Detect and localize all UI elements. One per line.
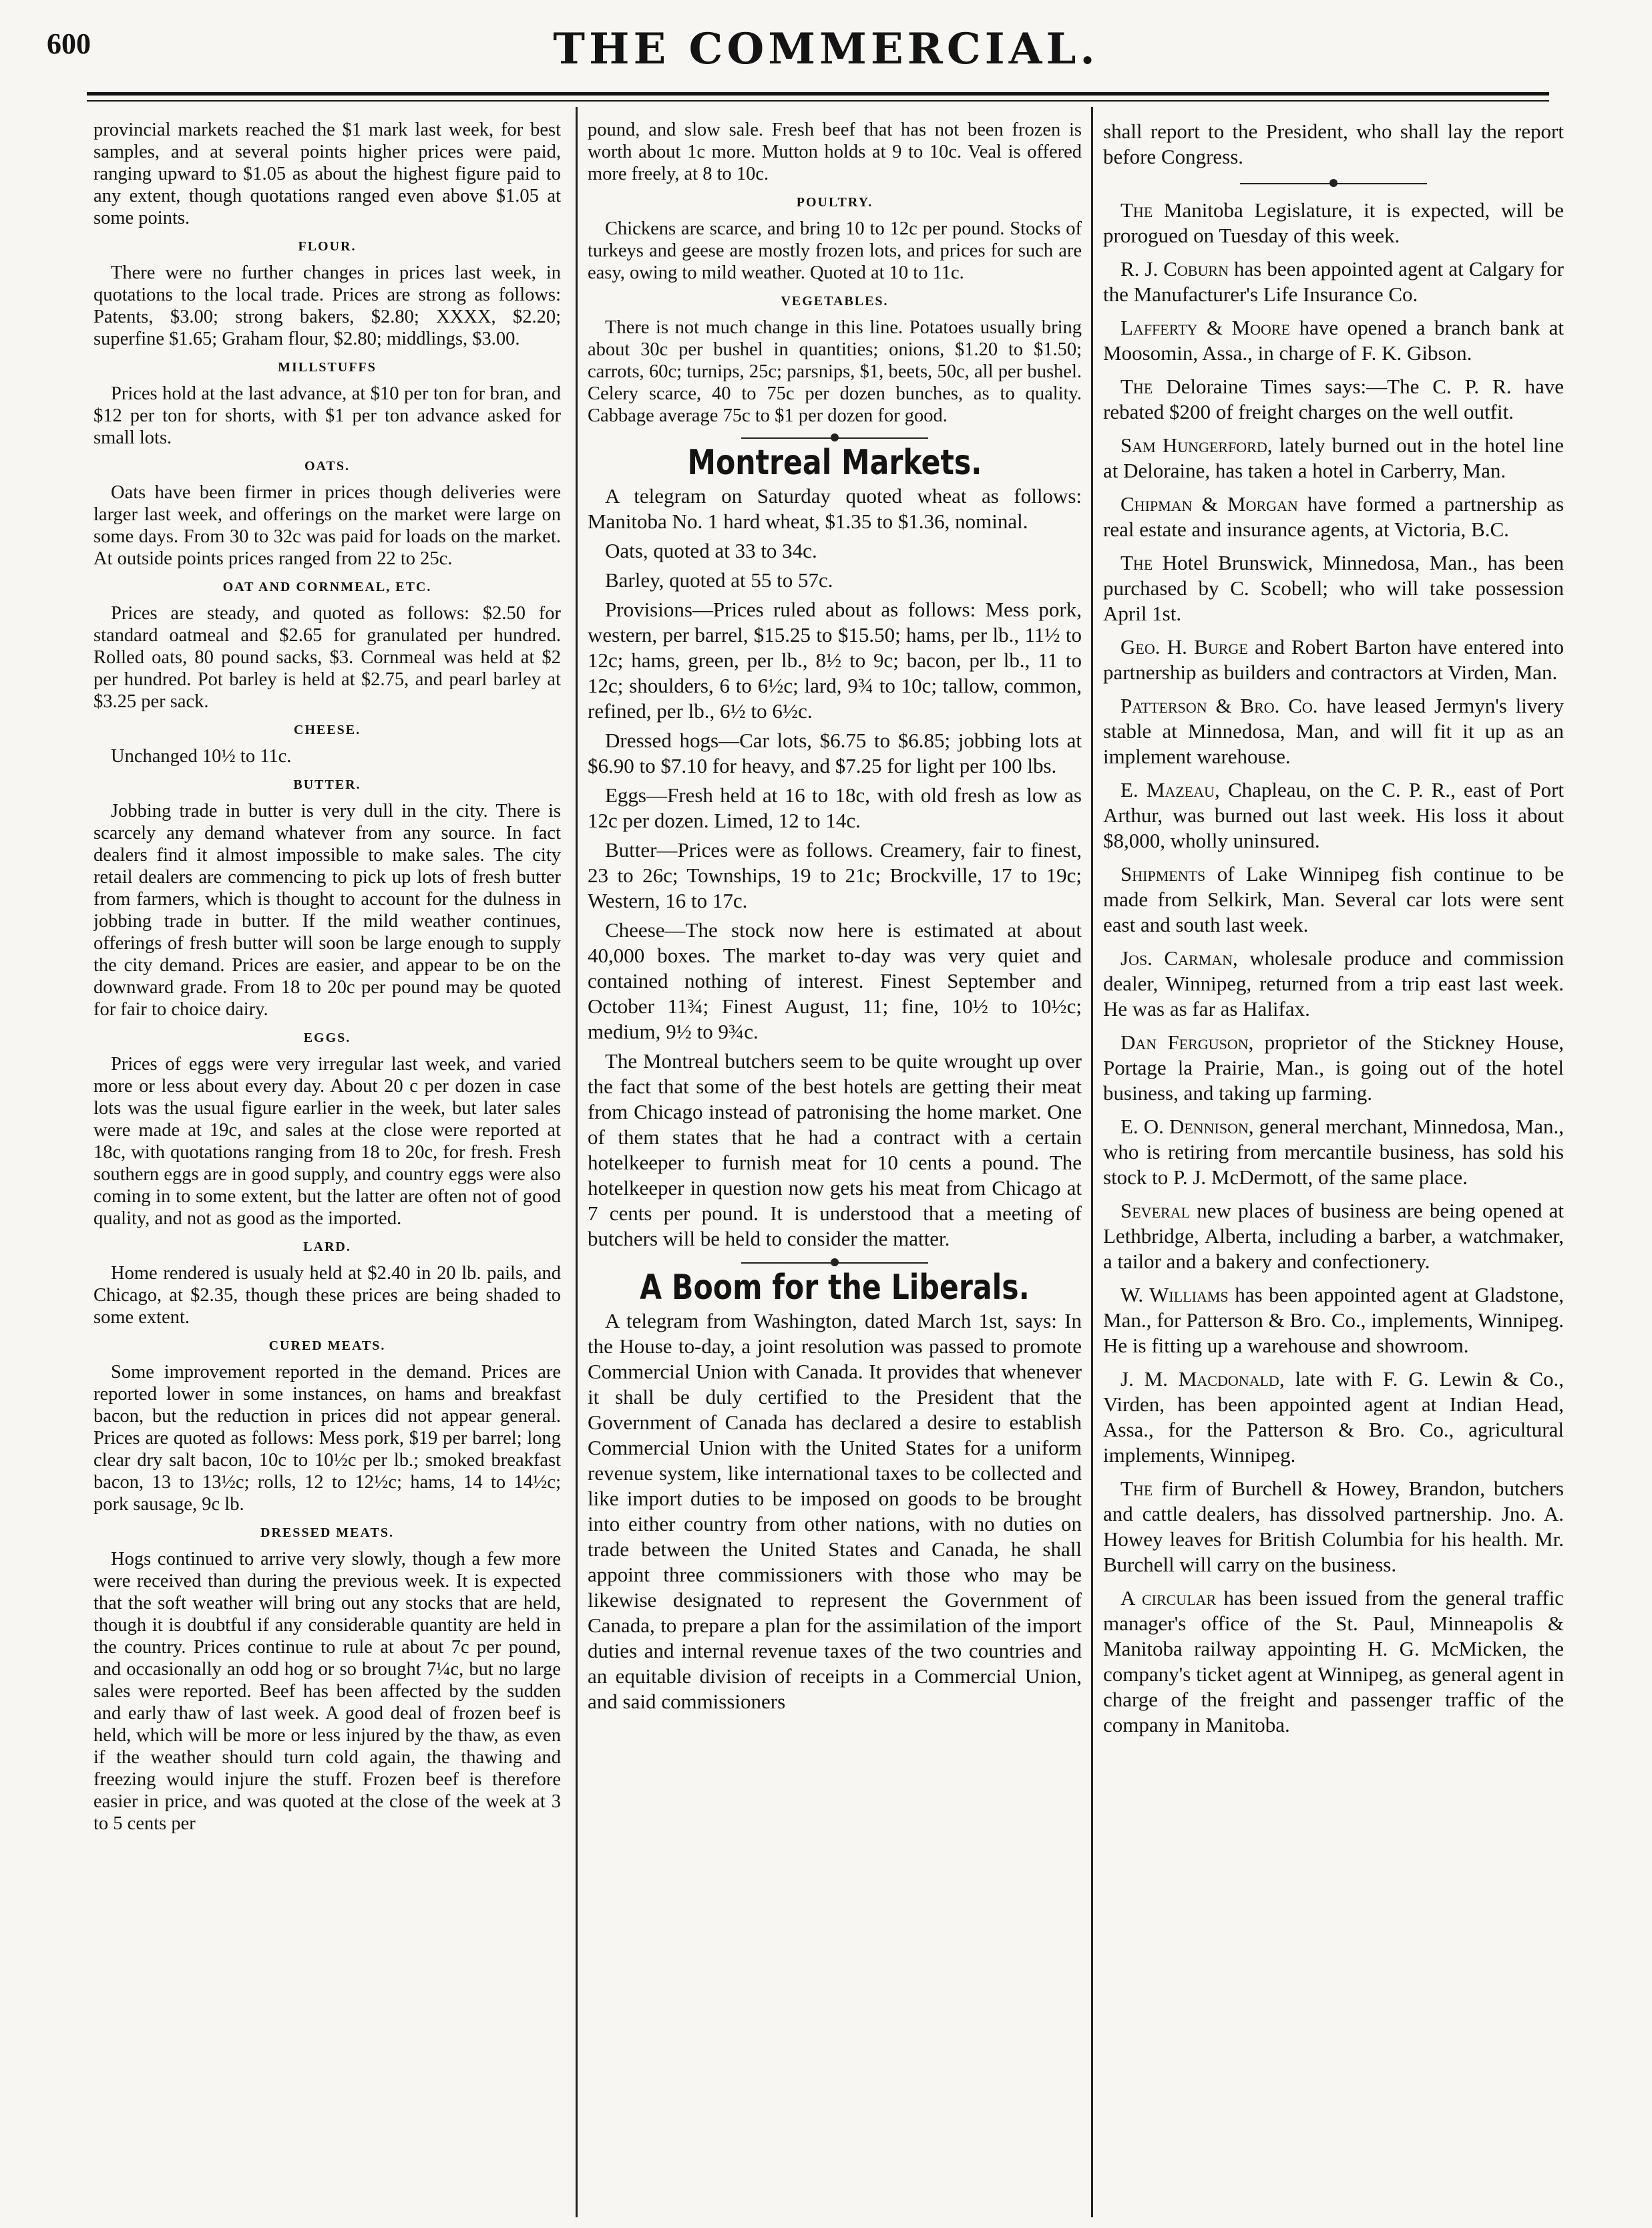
eggs-heading: EGGS. bbox=[303, 1031, 351, 1045]
news-item bbox=[1103, 693, 1564, 769]
news-item-lead: The bbox=[1120, 198, 1153, 222]
news-item-text: wholesale produce and commission dealer, Winnipeg, returned from a trip east last week. He was as far as Halifax. bbox=[1103, 946, 1564, 1020]
news-item-lead: E. O. Dennison, bbox=[1120, 1115, 1254, 1138]
news-item bbox=[1103, 1114, 1564, 1190]
news-item-lead: Several bbox=[1120, 1199, 1191, 1222]
montreal-paragraph: Butter—Prices were as follows. Creamery, fair to finest, 23 to 26c; Townships, 19 to 21c; Brockville, 17 to 19c; Western, 16 to 17c. bbox=[588, 838, 1082, 912]
flour-heading: FLOUR. bbox=[298, 239, 357, 254]
news-item-text: general merchant, Minnedosa, Man., who is retiring from mercantile business, has sold his stock to P. J. McDermott, of the same place. bbox=[1103, 1115, 1564, 1189]
montreal-paragraph: A telegram on Saturday quoted wheat as follows: Manitoba No. 1 hard wheat, $1.35 to $1.36, nominal. bbox=[588, 484, 1082, 533]
news-item-lead: Shipments bbox=[1120, 862, 1206, 886]
section-divider bbox=[1103, 178, 1564, 191]
news-item bbox=[1103, 198, 1564, 248]
news-item-lead: Patterson & Bro. Co. bbox=[1120, 694, 1318, 717]
news-item-lead: E. Mazeau, bbox=[1120, 778, 1220, 801]
news-item bbox=[1103, 777, 1564, 854]
column-2 bbox=[588, 119, 1082, 2209]
column-1 bbox=[93, 119, 561, 2209]
cheese-heading: CHEESE. bbox=[293, 723, 361, 737]
oatmeal-heading: OAT AND CORNMEAL, ETC. bbox=[222, 580, 432, 594]
news-item-text: Manitoba Legislature, it is expected, will be prorogued on Tuesday of this week. bbox=[1103, 198, 1564, 247]
oats-text: Oats have been firmer in prices though deliveries were larger last week, and offerings on the market were large on some days. From 30 to 32c was paid for loads on the market. At outside points prices ranged from 22 to 25c. bbox=[93, 482, 561, 569]
news-item-lead: The bbox=[1120, 1477, 1153, 1500]
news-item bbox=[1103, 634, 1564, 685]
butter-heading: BUTTER. bbox=[293, 777, 361, 792]
montreal-paragraph: Provisions—Prices ruled about as follows: Mess pork, western, per barrel, $15.25 to $15.50; hams, per lb., 11½ to 12c; hams, green, per lb., 8½ to 9c; bacon, per lb., 11 to 12c; shoulders, 6 to 6½c; lard, 9¾ to 10c; tallow, common, refined, per lb., 6½ to 6½c. bbox=[588, 598, 1082, 723]
news-item-lead: Dan Ferguson, bbox=[1120, 1031, 1254, 1054]
news-item-lead: A circular bbox=[1120, 1586, 1217, 1610]
news-item bbox=[1103, 492, 1564, 542]
montreal-paragraph: The Montreal butchers seem to be quite wrought up over the fact that some of the best hotels are getting their meat from Chicago instead of patronising the home market. One of them states that he had a contract with a certain hotelkeeper to furnish meat for 10 cents a pound. The hotelkeeper in question now gets his meat from Chicago at 7 cents per pound. It is understood that a meeting of butchers will be held to consider the matter. bbox=[588, 1049, 1082, 1250]
news-item bbox=[1103, 1586, 1564, 1738]
news-items-list bbox=[1103, 198, 1564, 1738]
news-item-lead: The bbox=[1120, 375, 1153, 398]
millstuffs-text: Prices hold at the last advance, at $10 per ton for bran, and $12 per ton for shorts, with $1 per ton advance asked for small lots. bbox=[93, 383, 561, 448]
news-item-lead: Chipman & Morgan bbox=[1120, 492, 1298, 516]
masthead: THE COMMERCIAL. bbox=[553, 24, 1099, 74]
news-item bbox=[1103, 315, 1564, 366]
news-item-text: Hotel Brunswick, Minnedosa, Man., has been purchased by C. Scobell; who will take possession April 1st. bbox=[1103, 551, 1564, 625]
news-item-text: Chapleau, on the C. P. R., east of Port Arthur, was burned out last week. His loss it about $8,000, wholly uninsured. bbox=[1103, 778, 1564, 852]
news-item-text: proprietor of the Stickney House, Portage la Prairie, Man., is going out of the hotel business, and taking up farming. bbox=[1103, 1031, 1564, 1105]
news-item-text: late with F. G. Lewin & Co., Virden, has been appointed agent at Indian Head, Assa., for the Patterson & Bro. Co., agricultural implements, Winnipeg. bbox=[1103, 1367, 1564, 1467]
news-item-lead: Jos. Carman, bbox=[1120, 946, 1238, 970]
dressed-meats-heading: DRESSED MEATS. bbox=[260, 1525, 394, 1540]
flour-text: There were no further changes in prices last week, in quotations to the local trade. Prices are strong as follows: Patents, $3.00; strong bakers, $2.80; XXXX, $2.20; superfine $1.65; Graham flour, $2.80; middlings, $3.00. bbox=[93, 262, 561, 349]
news-item-text: Deloraine Times says:—The C. P. R. have rebated $200 of freight charges on the well outfit. bbox=[1103, 375, 1564, 423]
lard-heading: LARD. bbox=[303, 1240, 351, 1254]
news-item-lead: R. J. Coburn bbox=[1120, 257, 1229, 281]
news-item bbox=[1103, 374, 1564, 425]
news-item-lead: Lafferty & Moore bbox=[1120, 316, 1291, 339]
dressed-meats-continued: pound, and slow sale. Fresh beef that has not been frozen is worth about 1c more. Mutton holds at 9 to 10c. Veal is offered more freely, at 8 to 10c. bbox=[588, 120, 1082, 184]
news-item-text: new places of business are being opened at Lethbridge, Alberta, including a barber, a watchmaker, a tailor and a bakery and confectionery. bbox=[1103, 1199, 1564, 1273]
news-item-lead: Geo. H. Burge bbox=[1120, 635, 1248, 659]
poultry-heading: POULTRY. bbox=[796, 195, 873, 210]
cheese-text: Unchanged 10½ to 11c. bbox=[111, 746, 292, 767]
cured-meats-heading: CURED MEATS. bbox=[268, 1338, 386, 1353]
header-rule-thick bbox=[87, 92, 1549, 96]
news-item-text: has been issued from the general traffic manager's office of the St. Paul, Minneapolis & Manitoba railway appointing H. G. McMicken, the company's ticket agent at Winnipeg, as general agent in charge of the freight and passenger traffic of the company in Manitoba. bbox=[1103, 1586, 1564, 1736]
montreal-paragraph: Dressed hogs—Car lots, $6.75 to $6.85; jobbing lots at $6.90 to $7.10 for heavy, and $7.25 for light per 100 lbs. bbox=[588, 729, 1082, 777]
market-intro: provincial markets reached the $1 mark last week, for best samples, and at several points higher prices were paid, ranging upward to $1.05 as about the highest figure paid to any extent, though quotations ranged even above $1.05 at some points. bbox=[93, 120, 561, 228]
news-item-lead: J. M. Macdonald, bbox=[1120, 1367, 1285, 1390]
news-item bbox=[1103, 862, 1564, 938]
header-rule-thin bbox=[87, 100, 1549, 102]
montreal-paragraph: Barley, quoted at 55 to 57c. bbox=[605, 568, 833, 592]
commercial-union-continued: shall report to the President, who shall lay the report before Congress. bbox=[1103, 120, 1564, 168]
news-item-lead: The bbox=[1120, 551, 1153, 574]
news-item bbox=[1103, 256, 1564, 307]
oats-heading: OATS. bbox=[304, 459, 350, 474]
column-rule-1 bbox=[576, 107, 578, 2217]
montreal-paragraph: Oats, quoted at 33 to 34c. bbox=[605, 539, 817, 562]
montreal-paragraph: Eggs—Fresh held at 16 to 18c, with old fresh as low as 12c per dozen. Limed, 12 to 14c. bbox=[588, 783, 1082, 832]
column-rule-2 bbox=[1091, 107, 1093, 2217]
poultry-text: Chickens are scarce, and bring 10 to 12c per pound. Stocks of turkeys and geese are mostly frozen lots, and prices for such are easy, owing to mild weather. Quoted at 10 to 11c. bbox=[588, 218, 1082, 283]
lard-text: Home rendered is usualy held at $2.40 in 20 lb. pails, and Chicago, at $2.35, though these prices are being shaded to some extent. bbox=[93, 1263, 561, 1328]
cured-meats-text: Some improvement reported in the demand. Prices are reported lower in some instances, on hams and breakfast bacon, but the reduction in prices did not appear general. Prices are quoted as follows: Mess pork, $19 per barrel; long clear dry salt bacon, 10c to 10½c per lb.; smoked breakfast bacon, 13 to 13½c; rolls, 12 to 12½c; hams, 14 to 14½c; pork sausage, 9c lb. bbox=[93, 1362, 561, 1515]
dressed-meats-text: Hogs continued to arrive very slowly, though a few more were received than during the previous week. It is expected that the soft weather will bring out any stocks that are held, though it is doubtful if any considerable quantity are held in the country. Prices continue to rule at about 7c per pound, and occasionally an odd hog or so brought 7¼c, but no large sales were reported. Beef has been affected by the sudden and early thaw of last week. A good deal of frozen beef is held, which will be more or less injured by the thaw, as even if the weather should turn cold again, the thawing and freezing would injure the stuff. Frozen beef is therefore easier in price, and was quoted at the close of the week at 3 to 5 cents per bbox=[93, 1549, 561, 1834]
news-item bbox=[1103, 1198, 1564, 1274]
news-item-lead: W. Williams bbox=[1120, 1283, 1229, 1306]
news-item bbox=[1103, 550, 1564, 626]
boom-liberals-text: A telegram from Washington, dated March 1st, says: In the House to-day, a joint resolution was passed to promote Commercial Union with Canada. It provides that whenever it shall be duly certified to the President that the Government of Canada has declared a desire to establish Commercial Union with the United States for a uniform revenue system, like international taxes to be collected and like import duties to be imposed on goods to be brought into either country from other nations, with no duties on trade between the United States and Canada, he shall appoint three commissioners with those who may be likewise designated to represent the Government of Canada, to prepare a plan for the assimilation of the import duties and internal revenue taxes of the two countries and an equitable division of receipts in a Commercial Union, and said commissioners bbox=[588, 1309, 1082, 1713]
eggs-text: Prices of eggs were very irregular last week, and varied more or less about every day. About 20 c per dozen in case lots was the usual figure earlier in the week, but later sales were made at 19c, and sales at the close were reported at 18c, with quotations ranging from 18 to 20c, for fresh. Fresh southern eggs are in good supply, and country eggs were also coming in to some extent, but the latter are often not of good quality, and not as good as the imported. bbox=[93, 1054, 561, 1229]
news-item-text: have formed a partnership as real estate and insurance agents, at Victoria, B.C. bbox=[1103, 492, 1564, 541]
news-item bbox=[1103, 1282, 1564, 1358]
news-item-text: and Robert Barton have entered into partnership as builders and contractors at Virden, Man. bbox=[1103, 635, 1564, 684]
news-item-text: have opened a branch bank at Moosomin, Assa., in charge of F. K. Gibson. bbox=[1103, 316, 1564, 365]
boom-liberals-headline: A Boom for the Liberals. bbox=[640, 1268, 1030, 1308]
butter-text: Jobbing trade in butter is very dull in the city. There is scarcely any demand whatever from any source. In fact dealers find it almost impossible to make sales. The city retail dealers are commencing to pick up lots of fresh butter from farmers, which is thought to account for the dulness in jobbing trade in butter. If the mild weather continues, offerings of fresh butter will soon be large enough to supply the city demand. Prices are easier, and appear to be on the downward grade. From 18 to 20c per pound may be quoted for fair to choice dairy. bbox=[93, 801, 561, 1020]
news-item bbox=[1103, 1476, 1564, 1577]
news-item-text: firm of Burchell & Howey, Brandon, butchers and cattle dealers, has dissolved partnership. Jno. A. Howey leaves for British Columbia for his health. Mr. Burchell will carry on the business. bbox=[1103, 1477, 1564, 1576]
news-item bbox=[1103, 433, 1564, 484]
millstuffs-heading: MILLSTUFFS bbox=[278, 360, 377, 375]
column-3 bbox=[1103, 119, 1564, 2209]
news-item bbox=[1103, 946, 1564, 1022]
montreal-paragraph: Cheese—The stock now here is estimated at about 40,000 boxes. The market to-day was very quiet and contained nothing of interest. Finest September and October 11¾; Finest August, 11; fine, 10½ to 10½c; medium, 9½ to 9¾c. bbox=[588, 918, 1082, 1043]
news-item-text: lately burned out in the hotel line at Deloraine, has taken a hotel in Carberry, Man. bbox=[1103, 433, 1564, 482]
vegetables-text: There is not much change in this line. Potatoes usually bring about 30c per bushel in quantities; onions, $1.20 to $1.50; carrots, 60c; turnips, 25c; parsnips, $1, beets, 50c, all per bushel. Celery scarce, 40 to 75c per dozen bunches, as to quality. Cabbage average 75c to $1 per dozen for good. bbox=[588, 317, 1082, 426]
oatmeal-text: Prices are steady, and quoted as follows: $2.50 for standard oatmeal and $2.65 for granulated per hundred. Rolled oats, 80 pound sacks, $3. Cornmeal was held at $2 per hundred. Pot barley is held at $2.75, and pearl barley at $3.25 per sack. bbox=[93, 603, 561, 712]
news-item bbox=[1103, 1030, 1564, 1106]
news-item-text: of Lake Winnipeg fish continue to be made from Selkirk, Man. Several car lots were sent east and south last week. bbox=[1103, 862, 1564, 936]
news-item-lead: Sam Hungerford, bbox=[1120, 433, 1273, 457]
news-item-text: has been appointed agent at Calgary for the Manufacturer's Life Insurance Co. bbox=[1103, 257, 1564, 306]
montreal-markets-headline: Montreal Markets. bbox=[687, 443, 982, 483]
news-item bbox=[1103, 1366, 1564, 1468]
page-number: 600 bbox=[47, 27, 91, 60]
vegetables-heading: VEGETABLES. bbox=[781, 294, 889, 309]
news-item-text: have leased Jermyn's livery stable at Minnedosa, Man, and will fit it up as an implement warehouse. bbox=[1103, 694, 1564, 768]
news-item-text: has been appointed agent at Gladstone, Man., for Patterson & Bro. Co., implements, Winnipeg. He is fitting up a warehouse and showroom. bbox=[1103, 1283, 1564, 1357]
